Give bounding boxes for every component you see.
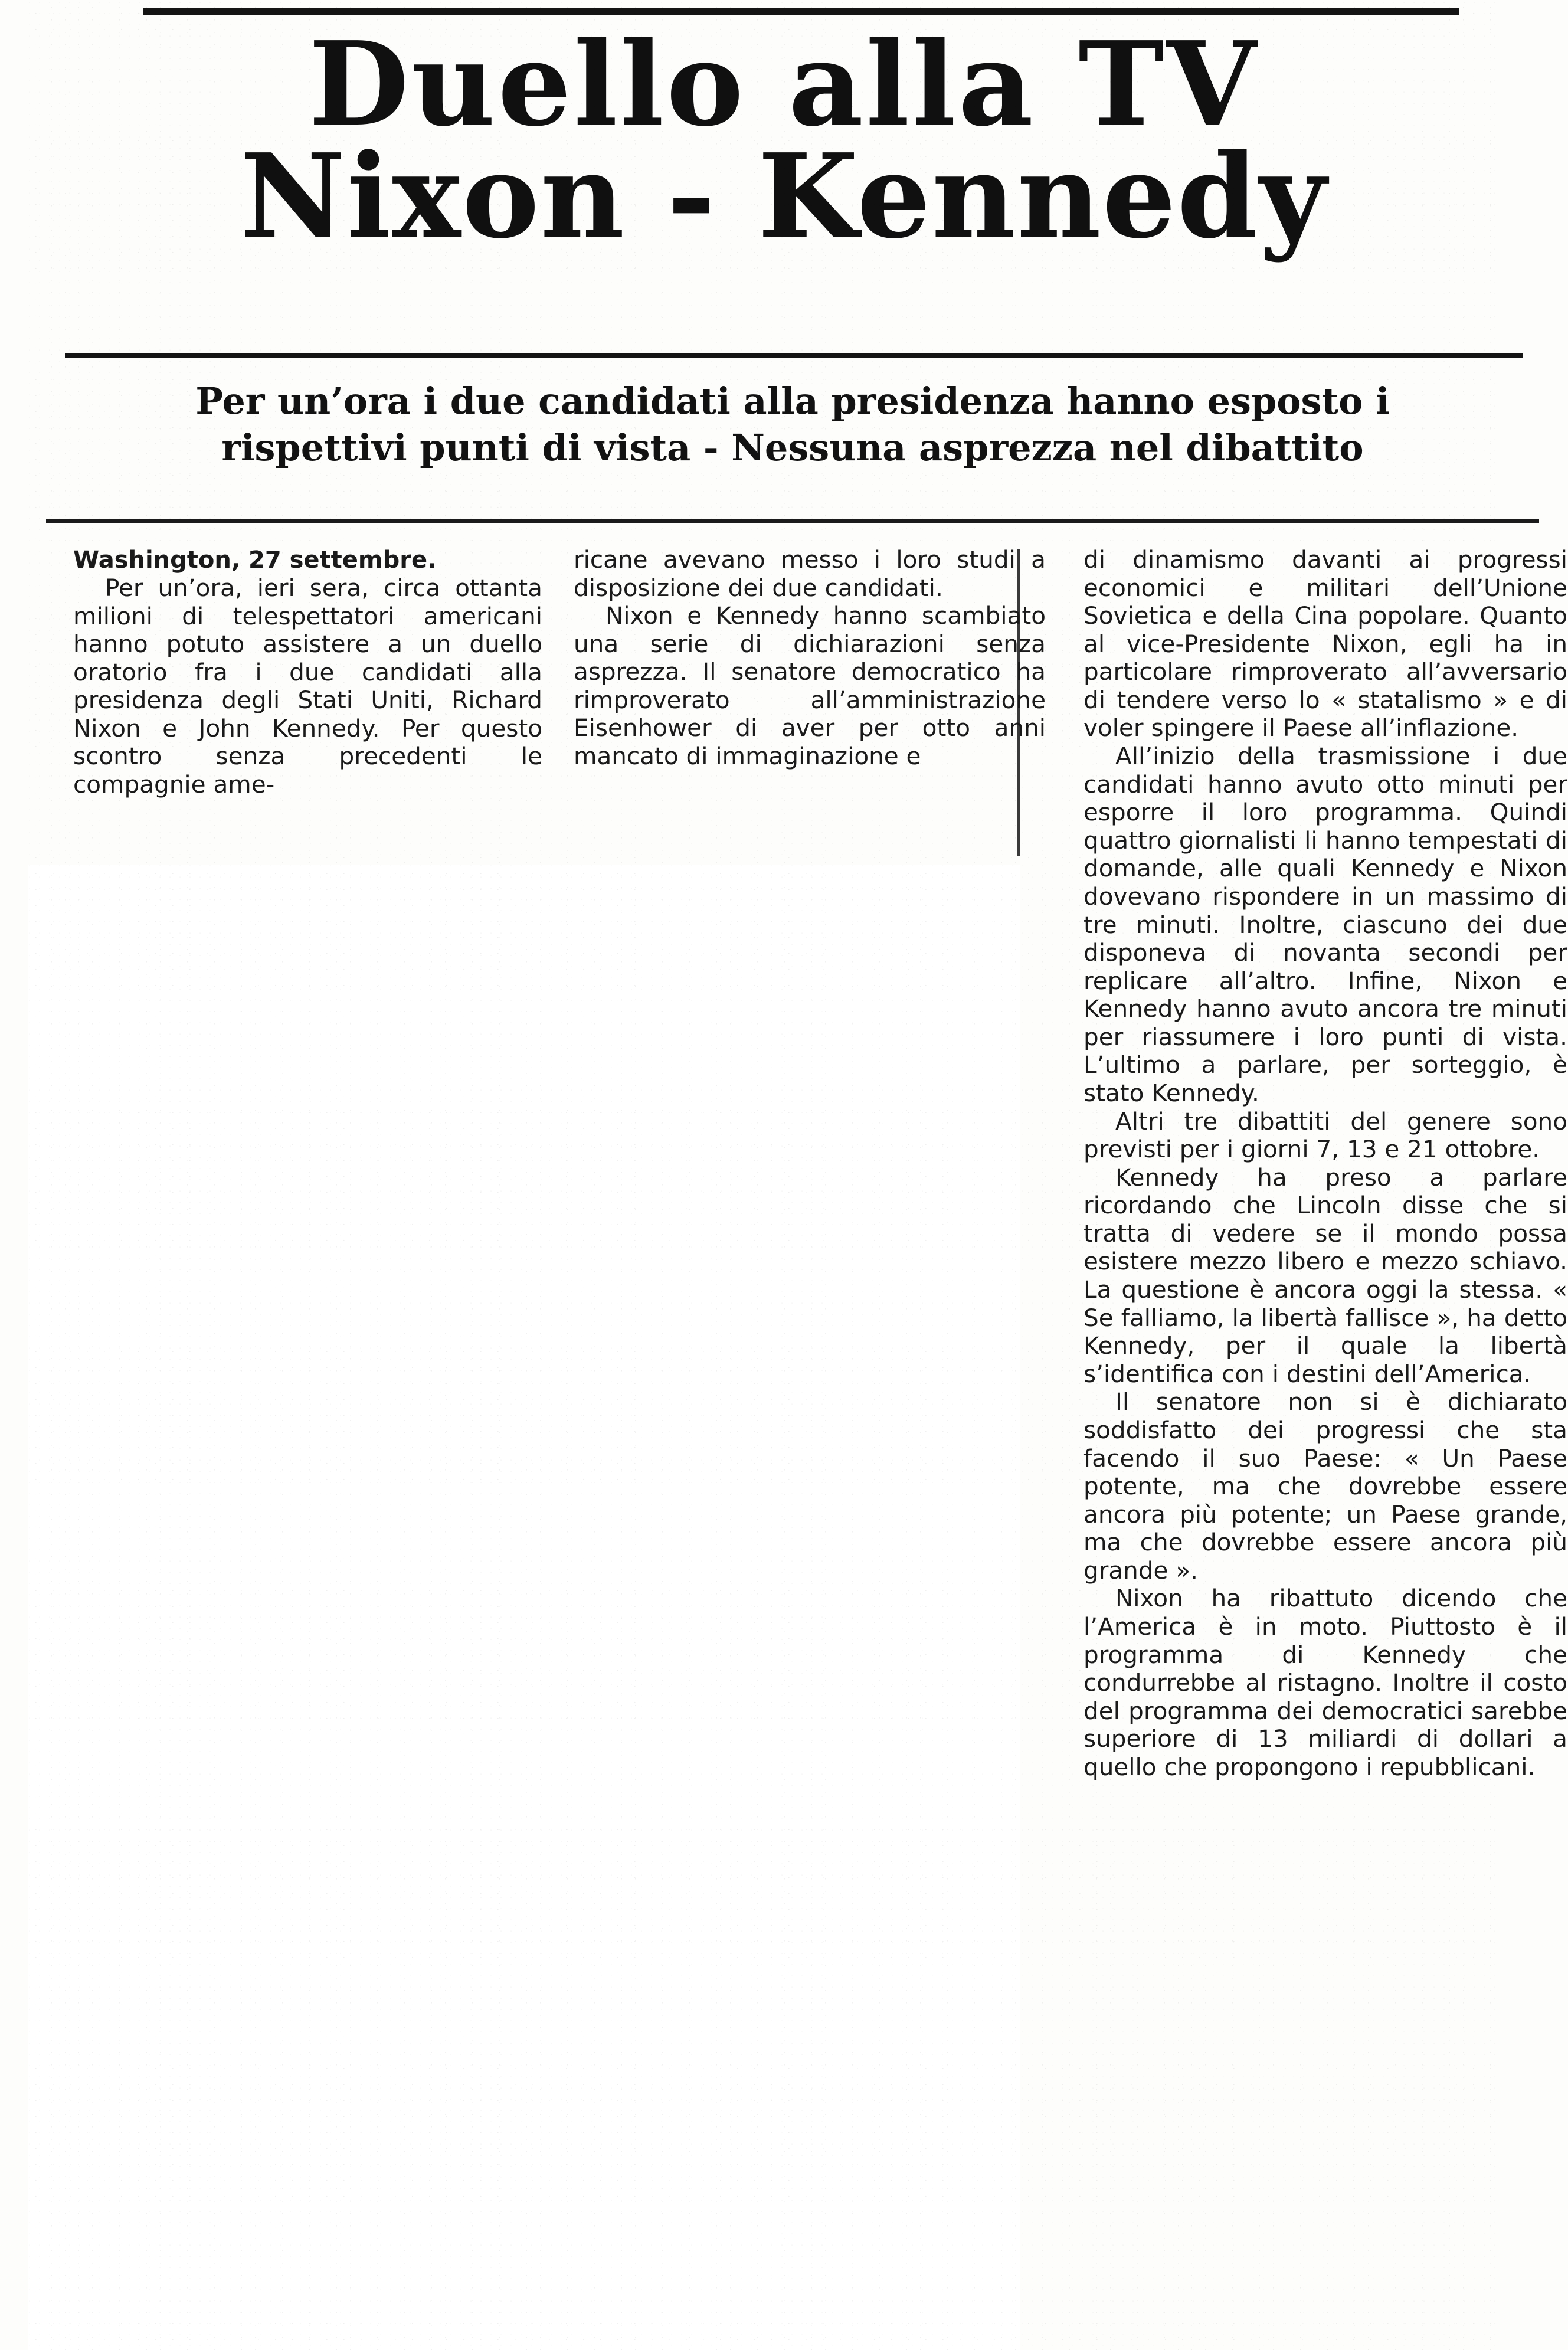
article-column-3 <box>1083 546 1567 1781</box>
headline-line-1: Duello alla TV <box>308 17 1259 152</box>
subheadline <box>64 378 1521 472</box>
paragraph: di dinamismo davanti ai progressi economici e militari dell’Unione Sovietica e della Cina popolare. Quanto al vice-Presidente Nixon, egli ha in particolare rimproverato all’avversario di tendere verso lo « statalismo » e di voler spingere il Paese all’inflazione. <box>1083 545 1567 742</box>
paragraph: Per un’ora, ieri sera, circa ottanta milioni di telespettatori americani hanno potuto assistere a un duello oratorio fra i due candidati alla presidenza degli Stati Uniti, Richard Nixon e John Kennedy. Per questo scontro senza precedenti le compagnie ame- <box>73 574 542 799</box>
dateline <box>73 546 436 574</box>
paragraph: All’inizio della trasmissione i due candidati hanno avuto otto minuti per esporre il loro programma. Quindi quattro giornalisti li hanno tempestati di domande, alle quali Kennedy e Nixon dovevano rispondere in un massimo di tre minuti. Inoltre, ciascuno dei due disponeva di novanta secondi per replicare all’altro. Infine, Nixon e Kennedy hanno avuto ancora tre minuti per riassumere i loro punti di vista. L’ultimo a parlare, per sorteggio, è stato Kennedy. <box>1083 742 1567 1107</box>
article-clipping <box>28 0 1567 2350</box>
paragraph: Nixon e Kennedy hanno scambiato una serie di dichiarazioni senza asprezza. Il senatore democratico ha rimproverato all’amministrazione Eisenhower di aver per otto anni mancato di immaginazione e <box>574 601 1046 771</box>
headline-line-2: Nixon - Kennedy <box>240 128 1328 264</box>
page-title <box>28 17 1539 264</box>
clipping-blank-area <box>28 868 1020 2350</box>
dateline-paragraph <box>73 546 542 574</box>
paragraph: ricane avevano messo i loro studi a disposizione dei due candidati. <box>574 545 1046 602</box>
dateline-place: Washington, <box>73 546 241 574</box>
paragraph: Kennedy ha preso a parlare ricordando che Lincoln disse che si tratta di vedere se il mondo possa esistere mezzo libero e mezzo schiavo. La questione è ancora oggi la stessa. « Se falliamo, la libertà fallisce », ha detto Kennedy, per il quale la libertà s’identifica con i destini dell’America. <box>1083 1163 1567 1388</box>
subheadline-line-1: Per un’ora i due candidati alla presidenza hanno esposto i <box>195 379 1390 423</box>
subheadline-bottom-rule <box>46 519 1539 523</box>
clipping-cut-edge <box>28 865 1020 868</box>
top-rule <box>143 8 1459 15</box>
paragraph: Il senatore non si è dichiarato soddisfatto dei progressi che sta facendo il suo Paese: « Un Paese potente, ma che dovrebbe essere ancora più potente; un Paese grande, ma che dovrebbe essere ancora più grande ». <box>1083 1387 1567 1585</box>
dateline-date: 27 settembre. <box>248 546 437 574</box>
article-column-1 <box>73 546 542 799</box>
paragraph: Altri tre dibattiti del genere sono previsti per i giorni 7, 13 e 21 ottobre. <box>1083 1107 1567 1164</box>
headline-bottom-rule <box>65 353 1523 358</box>
article-column-2 <box>574 546 1046 771</box>
subheadline-line-2: rispettivi punti di vista - Nessuna asprezza nel dibattito <box>221 426 1364 470</box>
paragraph: Nixon ha ribattuto dicendo che l’America è in moto. Piuttosto è il programma di Kennedy che condurrebbe al ristagno. Inoltre il costo del programma dei democratici sarebbe superiore di 13 miliardi di dollari a quello che propongono i repubblicani. <box>1083 1584 1567 1781</box>
